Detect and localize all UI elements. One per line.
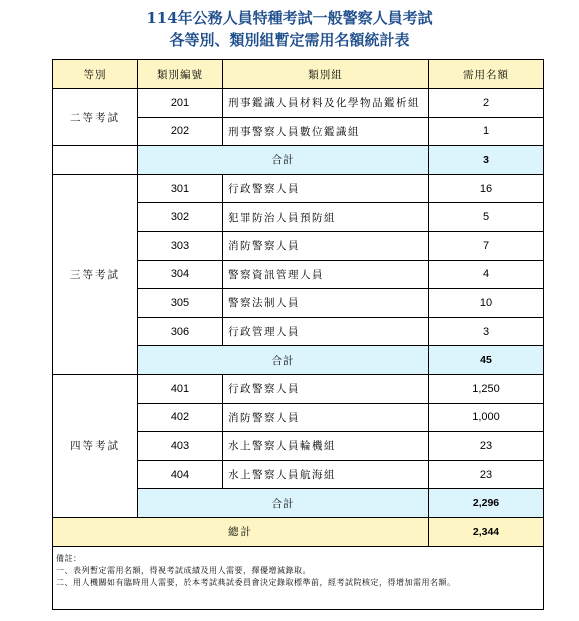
notes-cell bbox=[53, 546, 544, 609]
category-cell: 警察法制人員 bbox=[223, 289, 429, 318]
level-cell: 三等考試 bbox=[53, 174, 138, 374]
quota-cell: 7 bbox=[429, 231, 544, 260]
level-cell: 二等考試 bbox=[53, 89, 138, 146]
category-cell: 水上警察人員輪機組 bbox=[223, 432, 429, 461]
quota-cell: 1 bbox=[429, 117, 544, 146]
table-header-row bbox=[53, 60, 544, 89]
blank-cell bbox=[53, 146, 138, 175]
header-quota: 需用名額 bbox=[429, 60, 544, 89]
category-cell: 犯罪防治人員預防組 bbox=[223, 203, 429, 232]
header-code: 類別編號 bbox=[138, 60, 223, 89]
subtotal-label: 合計 bbox=[138, 489, 429, 518]
document-title: 114年公務人員特種考試一般警察人員考試 bbox=[146, 9, 433, 27]
table-row bbox=[53, 174, 544, 203]
category-cell: 行政管理人員 bbox=[223, 317, 429, 346]
subtotal-row bbox=[53, 146, 544, 175]
table-row bbox=[53, 374, 544, 403]
notes-line-1: 一、表列暫定需用名額，得視考試成績及用人需要，擇優增減錄取。 bbox=[56, 565, 311, 575]
notes-line-2: 二、用人機關如有臨時用人需要，於本考試典試委員會決定錄取標準前，經考試院核定，得增加需用名額。 bbox=[56, 577, 456, 587]
quota-cell: 10 bbox=[429, 289, 544, 318]
code-cell: 301 bbox=[138, 174, 223, 203]
category-cell: 消防警察人員 bbox=[223, 403, 429, 432]
code-cell: 305 bbox=[138, 289, 223, 318]
quota-cell: 2 bbox=[429, 89, 544, 118]
total-value: 2,344 bbox=[429, 517, 544, 546]
header-category: 類別組 bbox=[223, 60, 429, 89]
category-cell: 水上警察人員航海組 bbox=[223, 460, 429, 489]
quota-cell: 4 bbox=[429, 260, 544, 289]
notes-row bbox=[53, 546, 544, 609]
category-cell: 消防警察人員 bbox=[223, 231, 429, 260]
subtotal-value: 45 bbox=[429, 346, 544, 375]
code-cell: 402 bbox=[138, 403, 223, 432]
table-row bbox=[53, 89, 544, 118]
category-cell: 刑事警察人員數位鑑識組 bbox=[223, 117, 429, 146]
quota-cell: 1,000 bbox=[429, 403, 544, 432]
level-cell: 四等考試 bbox=[53, 374, 138, 517]
subtotal-label: 合計 bbox=[138, 146, 429, 175]
code-cell: 403 bbox=[138, 432, 223, 461]
total-row bbox=[53, 517, 544, 546]
code-cell: 304 bbox=[138, 260, 223, 289]
subtotal-value: 3 bbox=[429, 146, 544, 175]
code-cell: 404 bbox=[138, 460, 223, 489]
code-cell: 202 bbox=[138, 117, 223, 146]
code-cell: 306 bbox=[138, 317, 223, 346]
quota-table bbox=[52, 59, 544, 610]
quota-cell: 16 bbox=[429, 174, 544, 203]
document-subtitle: 各等別、類別組暫定需用名額統計表 bbox=[169, 31, 410, 49]
quota-cell: 23 bbox=[429, 432, 544, 461]
quota-cell: 1,250 bbox=[429, 374, 544, 403]
total-label: 總計 bbox=[53, 517, 429, 546]
subtotal-label: 合計 bbox=[138, 346, 429, 375]
quota-cell: 3 bbox=[429, 317, 544, 346]
code-cell: 302 bbox=[138, 203, 223, 232]
notes-heading: 備註： bbox=[56, 553, 82, 563]
quota-cell: 23 bbox=[429, 460, 544, 489]
code-cell: 201 bbox=[138, 89, 223, 118]
category-cell: 警察資訊管理人員 bbox=[223, 260, 429, 289]
code-cell: 303 bbox=[138, 231, 223, 260]
header-level: 等別 bbox=[53, 60, 138, 89]
quota-cell: 5 bbox=[429, 203, 544, 232]
subtotal-value: 2,296 bbox=[429, 489, 544, 518]
code-cell: 401 bbox=[138, 374, 223, 403]
category-cell: 行政警察人員 bbox=[223, 374, 429, 403]
category-cell: 行政警察人員 bbox=[223, 174, 429, 203]
category-cell: 刑事鑑識人員材料及化學物品鑑析組 bbox=[223, 89, 429, 118]
